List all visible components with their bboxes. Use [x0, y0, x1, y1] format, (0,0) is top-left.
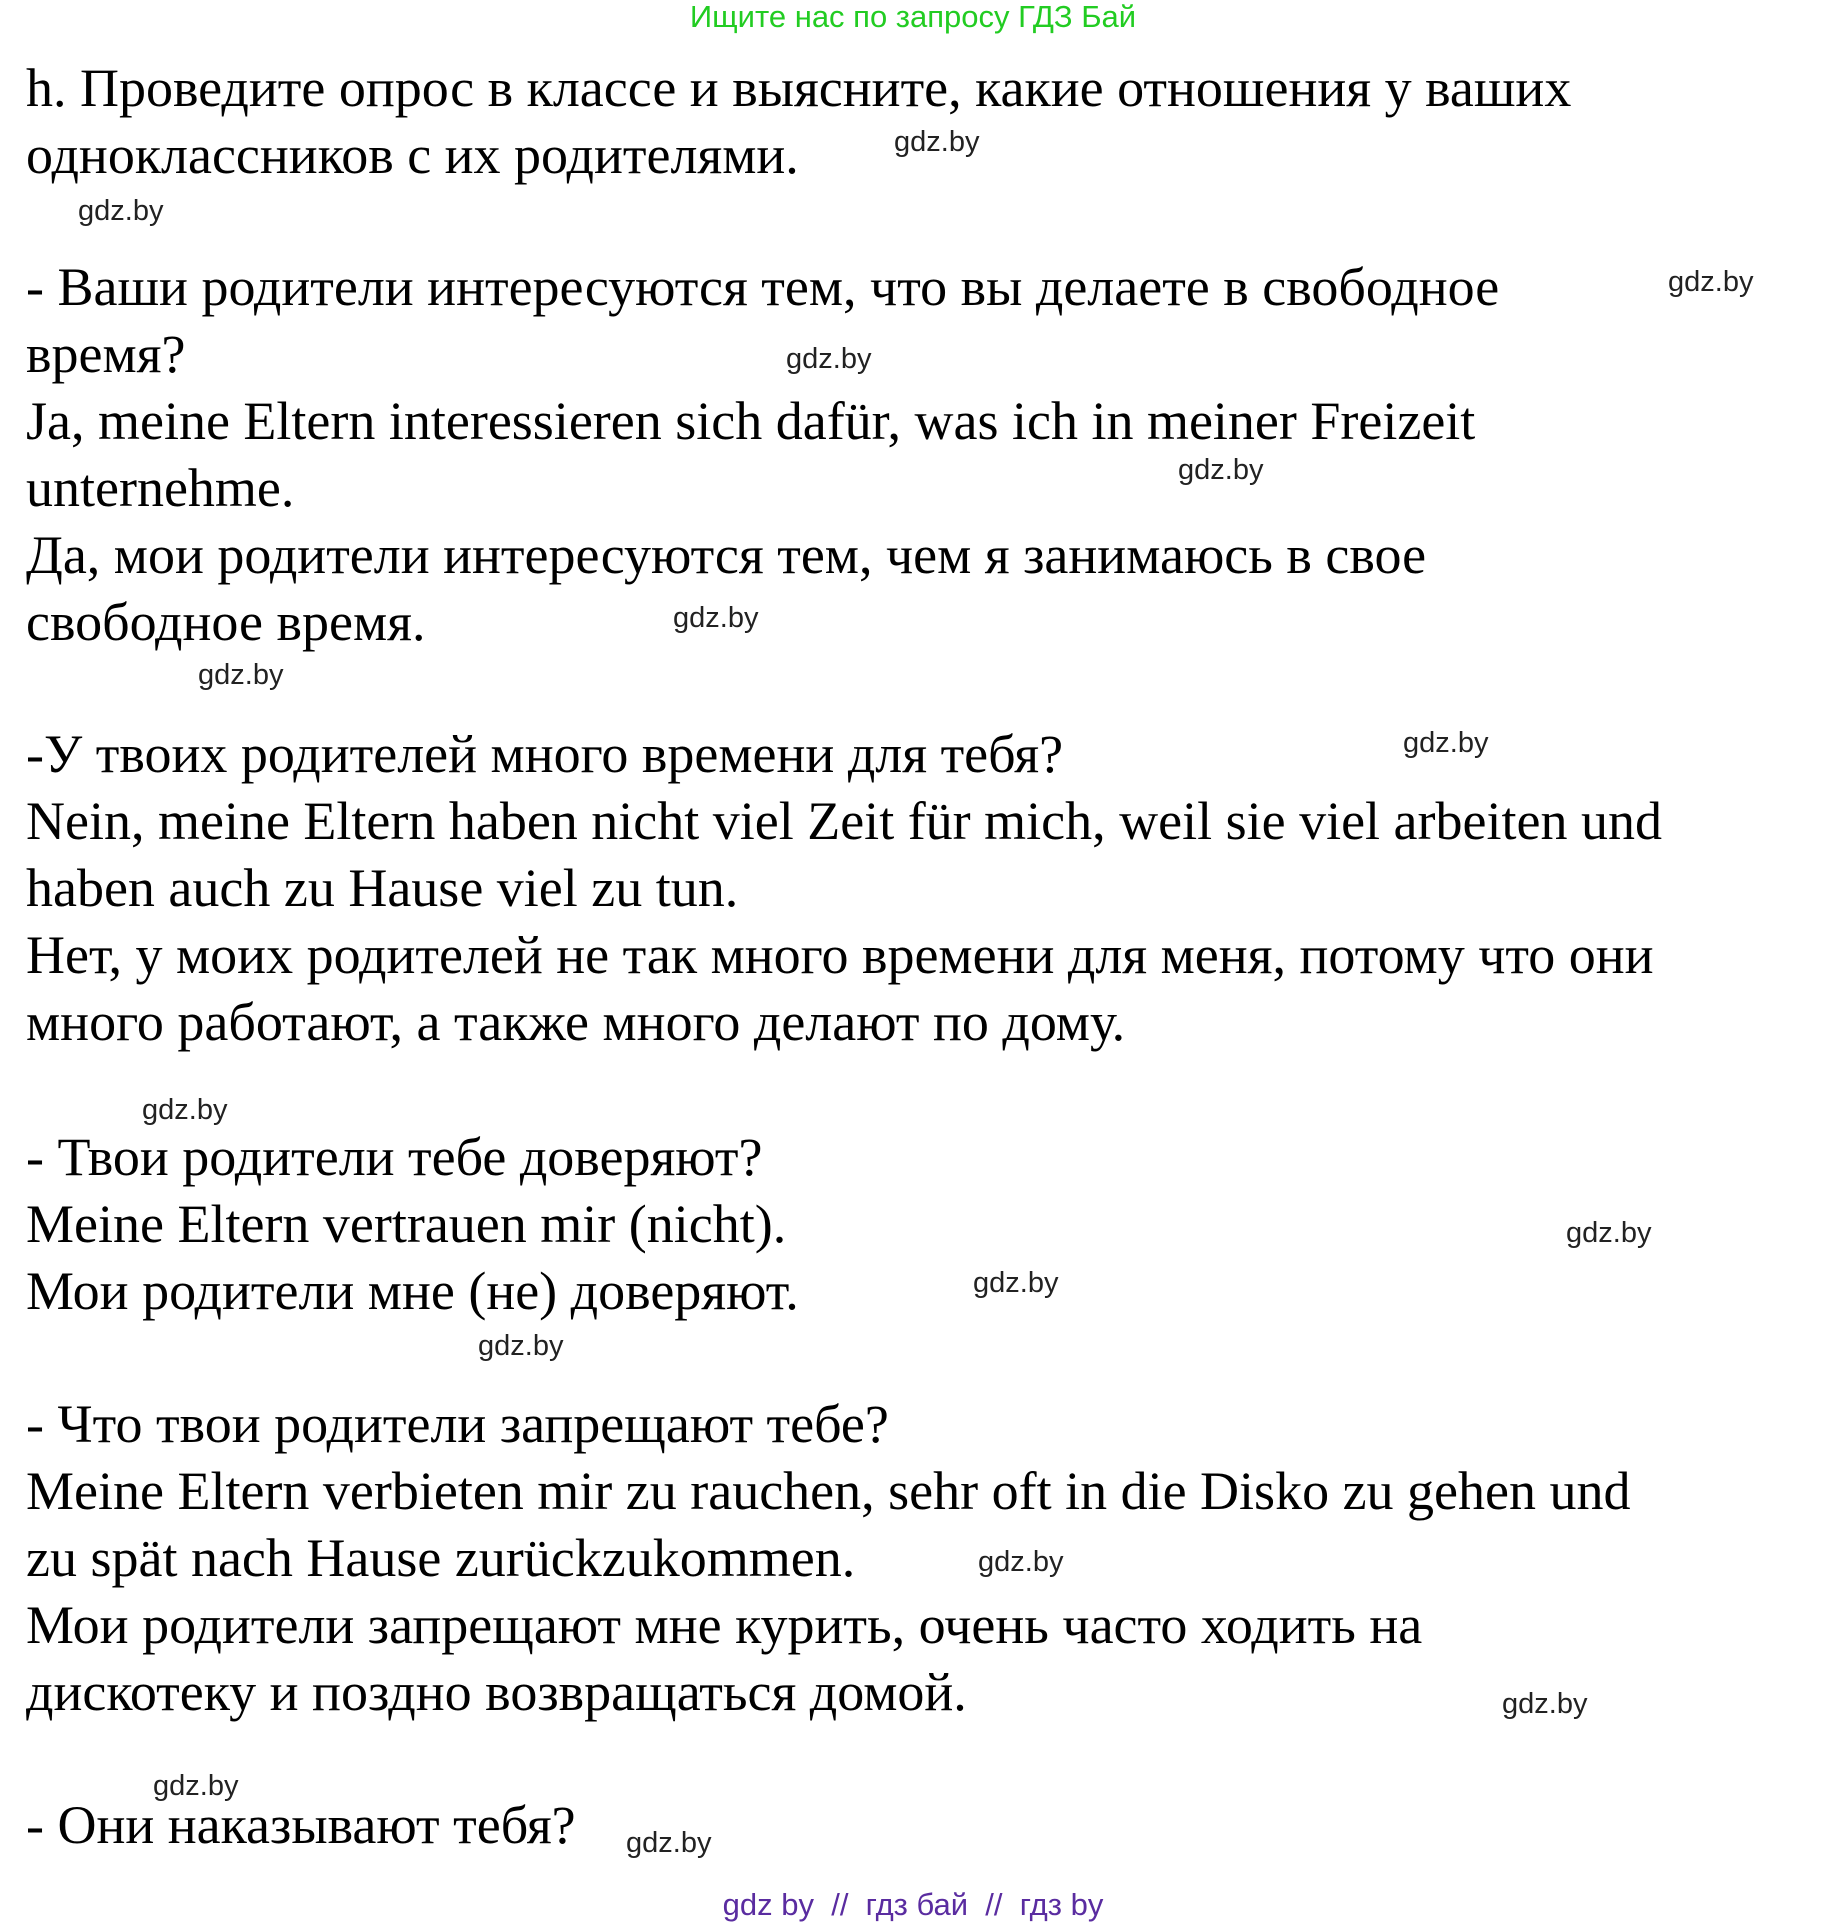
- watermark: gdz.by: [894, 126, 980, 158]
- question-line: - Ваши родители интересуются тем, что вы делаете в свободное: [26, 257, 1500, 317]
- russian-answer-line: много работают, а также много делают по дому.: [26, 992, 1126, 1052]
- question-line: - Что твои родители запрещают тебе?: [26, 1394, 889, 1454]
- watermark: gdz.by: [78, 195, 164, 227]
- task-line: h. Проведите опрос в классе и выясните, какие отношения у ваших: [26, 58, 1572, 118]
- watermark: gdz.by: [673, 602, 759, 634]
- russian-answer-line: Мои родители запрещают мне курить, очень часто ходить на: [26, 1595, 1423, 1655]
- german-answer-line: Ja, meine Eltern interessieren sich dafür, was ich in meiner Freizeit: [26, 391, 1476, 451]
- german-answer-line: Meine Eltern vertrauen mir (nicht).: [26, 1194, 787, 1254]
- russian-answer-line: свободное время.: [26, 592, 426, 652]
- russian-answer-line: Да, мои родители интересуются тем, чем я занимаюсь в свое: [26, 525, 1427, 585]
- german-answer-line: zu spät nach Hause zurückzukommen.: [26, 1528, 856, 1588]
- watermark: gdz.by: [973, 1267, 1059, 1299]
- question-line: - Твои родители тебе доверяют?: [26, 1127, 763, 1187]
- site-banner: Ищите нас по запросу ГДЗ Бай: [689, 0, 1137, 34]
- watermark: gdz.by: [1668, 266, 1754, 298]
- watermark: gdz.by: [1502, 1688, 1588, 1720]
- watermark: gdz.by: [1403, 727, 1489, 759]
- watermark: gdz.by: [786, 343, 872, 375]
- watermark: gdz.by: [978, 1546, 1064, 1578]
- german-answer-line: unternehme.: [26, 458, 295, 518]
- watermark: gdz.by: [1178, 454, 1264, 486]
- question-line: - Они наказывают тебя?: [26, 1795, 576, 1855]
- russian-answer-line: дискотеку и поздно возвращаться домой.: [26, 1662, 967, 1722]
- question-line: -У твоих родителей много времени для тебя?: [26, 724, 1064, 784]
- watermark: gdz.by: [142, 1094, 228, 1126]
- watermark: gdz.by: [626, 1827, 712, 1859]
- watermark: gdz.by: [198, 659, 284, 691]
- watermark: gdz.by: [1566, 1217, 1652, 1249]
- watermark: gdz.by: [478, 1330, 564, 1362]
- russian-answer-line: Мои родители мне (не) доверяют.: [26, 1261, 799, 1321]
- german-answer-line: Nein, meine Eltern haben nicht viel Zeit für mich, weil sie viel arbeiten und: [26, 791, 1662, 851]
- question-line: время?: [26, 324, 186, 384]
- german-answer-line: Meine Eltern verbieten mir zu rauchen, sehr oft in die Disko zu gehen und: [26, 1461, 1631, 1521]
- russian-answer-line: Нет, у моих родителей не так много времени для меня, потому что они: [26, 925, 1654, 985]
- task-line: одноклассников с их родителями.: [26, 125, 799, 185]
- watermark: gdz.by: [153, 1770, 239, 1802]
- footer-links: gdz by // гдз бай // гдз by: [722, 1887, 1104, 1922]
- german-answer-line: haben auch zu Hause viel zu tun.: [26, 858, 739, 918]
